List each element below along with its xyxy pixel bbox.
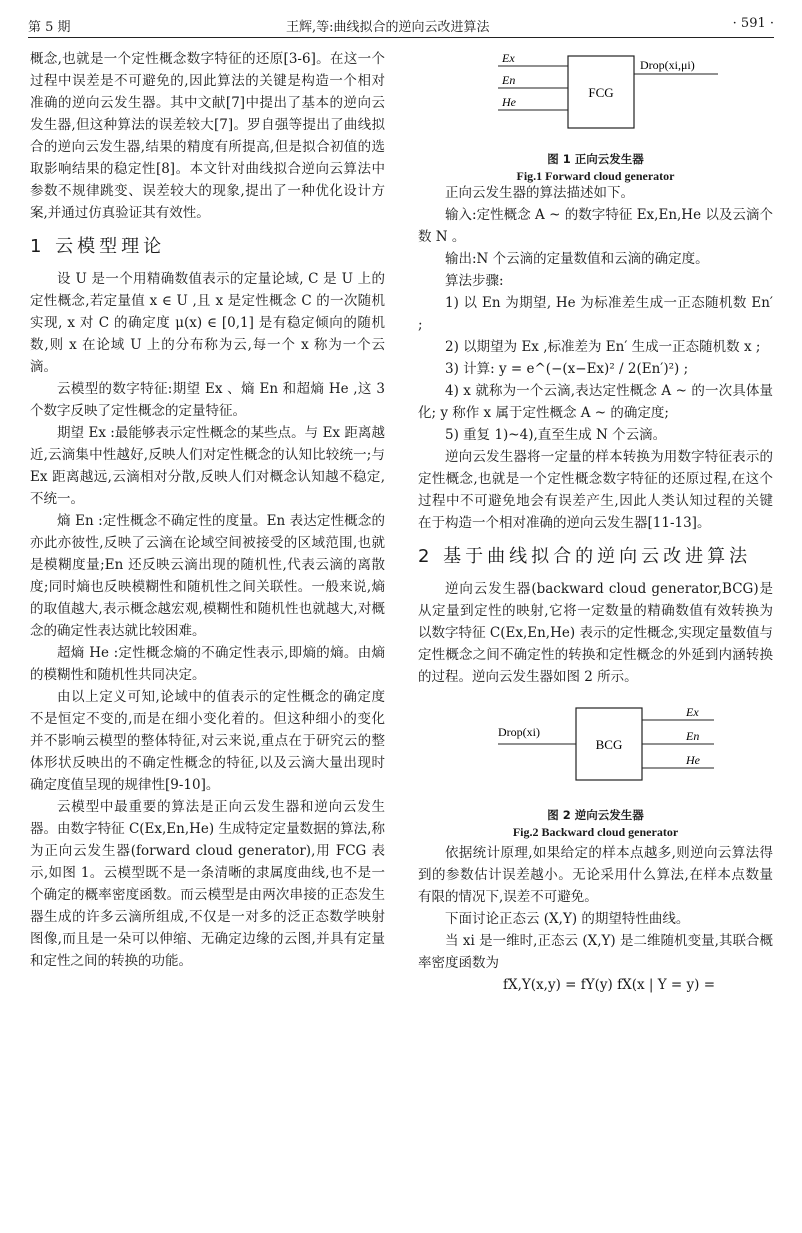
figure-2 <box>418 694 773 842</box>
figure-2-caption-cn: 图 2 逆向云发生器 <box>547 808 644 822</box>
fcg-label: FCG <box>588 85 614 100</box>
paragraph: 1) 以 En 为期望, He 为标准差生成一正态随机数 En′ ; <box>418 295 773 333</box>
output-ex: Ex <box>686 705 699 719</box>
paragraph: 依据统计原理,如果给定的样本点越多,则逆向云算法得到的参数估计误差越小。无论采用什么算法,在样本点数量有限的情况下,误差不可避免。 <box>418 845 773 905</box>
paragraph: 输出:N 个云滴的定量数值和云滴的确定度。 <box>445 251 709 267</box>
paragraph: 2) 以期望为 Ex ,标准差为 En′ 生成一正态随机数 x ; <box>445 339 761 355</box>
paragraph: 熵 En :定性概念不确定性的度量。En 表达定性概念的亦此亦彼性,反映了云滴在论域空间被接受的区域范围,也就是模糊度量;En 还反映云滴出现的随机性,代表云滴的离散度;同时熵也反映模糊性和随机性之间关联性。一般来说,熵的取值越大,表示概念越宏观,模糊性和随机性也就越大,对概念的确定性表达就比较困难。 <box>30 513 385 639</box>
running-header <box>28 14 774 38</box>
paragraph: 云模型的数字特征:期望 Ex 、熵 En 和超熵 He ,这 3 个数字反映了定性概念的定量特征。 <box>30 381 385 419</box>
issue-number: 第 5 期 <box>28 20 71 35</box>
figure-2-caption-en: Fig.2 Backward cloud generator <box>512 825 679 839</box>
paragraph: 逆向云发生器将一定量的样本转换为用数字特征表示的定性概念,也就是一个定性概念数字特征的还原过程,在这个过程中不可避免地会有误差产生,因此人类认知过程的关键在于构造一个相对准确的逆向云发生器[11-13]。 <box>418 449 773 531</box>
paragraph: 期望 Ex :最能够表示定性概念的某些点。与 Ex 距离越近,云滴集中性越好,反映人们对定性概念的认知比较统一;与 Ex 距离越远,云滴相对分散,反映人们对概念认知越不稳定,不统一。 <box>30 425 385 507</box>
figure-1-caption-en: Fig.1 Forward cloud generator <box>516 169 675 183</box>
input-drop: Drop(xi) <box>498 725 540 739</box>
paragraph: 下面讨论正态云 (X,Y) 的期望特性曲线。 <box>445 911 690 927</box>
input-he: He <box>502 95 516 109</box>
output-drop: Drop(xi,μi) <box>640 58 695 72</box>
paragraph: 概念,也就是一个定性概念数字特征的还原[3-6]。在这一个过程中误差是不可避免的,因此算法的关键是构造一个相对准确的逆向云发生器。其中文献[7]中提出了基本的逆向云发生器,但这种算法的误差较大[7]。罗自强等提出了曲线拟合的逆向云发生器,结果的精度有所提高,但是拟合初值的选取影响结果的稳定性[8]。本文针对曲线拟合逆向云算法中参数不规律跳变、误差较大的现象,提出了一种优化设计方案,并通过仿真验证其有效性。 <box>30 51 385 221</box>
page-number: · 591 · <box>732 16 774 31</box>
right-column <box>418 48 773 996</box>
paragraph: 5) 重复 1)~4),直至生成 N 个云滴。 <box>445 427 667 443</box>
output-en: En <box>686 729 700 743</box>
formula: fX,Y(x,y) = fY(y) fX(x | Y = y) = <box>502 977 716 993</box>
forward-cloud-generator-diagram <box>418 48 773 144</box>
section-heading: 2 基于曲线拟合的逆向云改进算法 <box>418 546 752 567</box>
left-column <box>30 48 385 972</box>
backward-cloud-generator-diagram <box>418 694 773 800</box>
output-he: He <box>686 753 700 767</box>
paragraph: 由以上定义可知,论域中的值表示的定性概念的确定度不是恒定不变的,而是在细小变化着的。但这种细小的变化并不影响云模型的整体特征,对云来说,重点在于研究云的整体形状反映出的不确定性概念的特征,以及云滴大量出现时确定度值呈现的规律性[9-10]。 <box>30 689 385 793</box>
figure-1 <box>418 48 773 182</box>
paragraph: 逆向云发生器(backward cloud generator,BCG)是从定量到定性的映射,它将一定数量的精确数值有效转换为以数字特征 C(Ex,En,He) 表示的定性概念,实现定量数值与定性概念之间不确定性的转换和定性概念的外延到内涵转换的过程。逆向云发生器如图 2 所示。 <box>418 581 773 685</box>
section-heading: 1 云模型理论 <box>30 236 166 257</box>
paragraph: 输入:定性概念 A ~ 的数字特征 Ex,En,He 以及云滴个数 N 。 <box>418 207 773 245</box>
paragraph: 3) 计算: y = e^(−(x−Ex)² / 2(En′)²) ; <box>445 361 689 377</box>
paragraph: 算法步骤: <box>445 273 504 289</box>
right-column-text-a <box>418 182 773 688</box>
right-column-text-b <box>418 842 773 996</box>
paragraph: 正向云发生器的算法描述如下。 <box>445 185 634 201</box>
running-title: 王辉,等:曲线拟合的逆向云改进算法 <box>286 20 490 35</box>
paragraph: 设 U 是一个用精确数值表示的定量论域, C 是 U 上的定性概念,若定量值 x ∈ U ,且 x 是定性概念 C 的一次随机实现, x 对 C 的确定度 μ(x) ∈ [0,1] 是有稳定倾向的随机数,则 x 在论域 U 上的分布称为云,每一个 x 称为一个云滴。 <box>30 271 385 375</box>
paragraph: 当 xi 是一维时,正态云 (X,Y) 是二维随机变量,其联合概率密度函数为 <box>418 933 773 971</box>
input-ex: Ex <box>502 51 515 65</box>
paragraph: 云模型中最重要的算法是正向云发生器和逆向云发生器。由数字特征 C(Ex,En,He) 生成特定定量数据的算法,称为正向云发生器(forward cloud generator),用 FCG 表示,如图 1。云模型既不是一条清晰的隶属度曲线,也不是一个确定的概率密度函数。而云模型是由两次串接的正态发生器生成的许多云滴所组成,不仅是一对多的泛正态数学映射图像,而且是一朵可以伸缩、无确定边缘的云图,并具有定量和定性之间的转换的功能。 <box>30 799 385 969</box>
paragraph: 4) x 就称为一个云滴,表达定性概念 A ~ 的一次具体量化; y 称作 x 属于定性概念 A ~ 的确定度; <box>418 383 773 421</box>
figure-1-caption-cn: 图 1 正向云发生器 <box>547 152 644 166</box>
input-en: En <box>502 73 516 87</box>
paragraph: 超熵 He :定性概念熵的不确定性表示,即熵的熵。由熵的模糊性和随机性共同决定。 <box>30 645 385 683</box>
bcg-label: BCG <box>595 737 623 752</box>
